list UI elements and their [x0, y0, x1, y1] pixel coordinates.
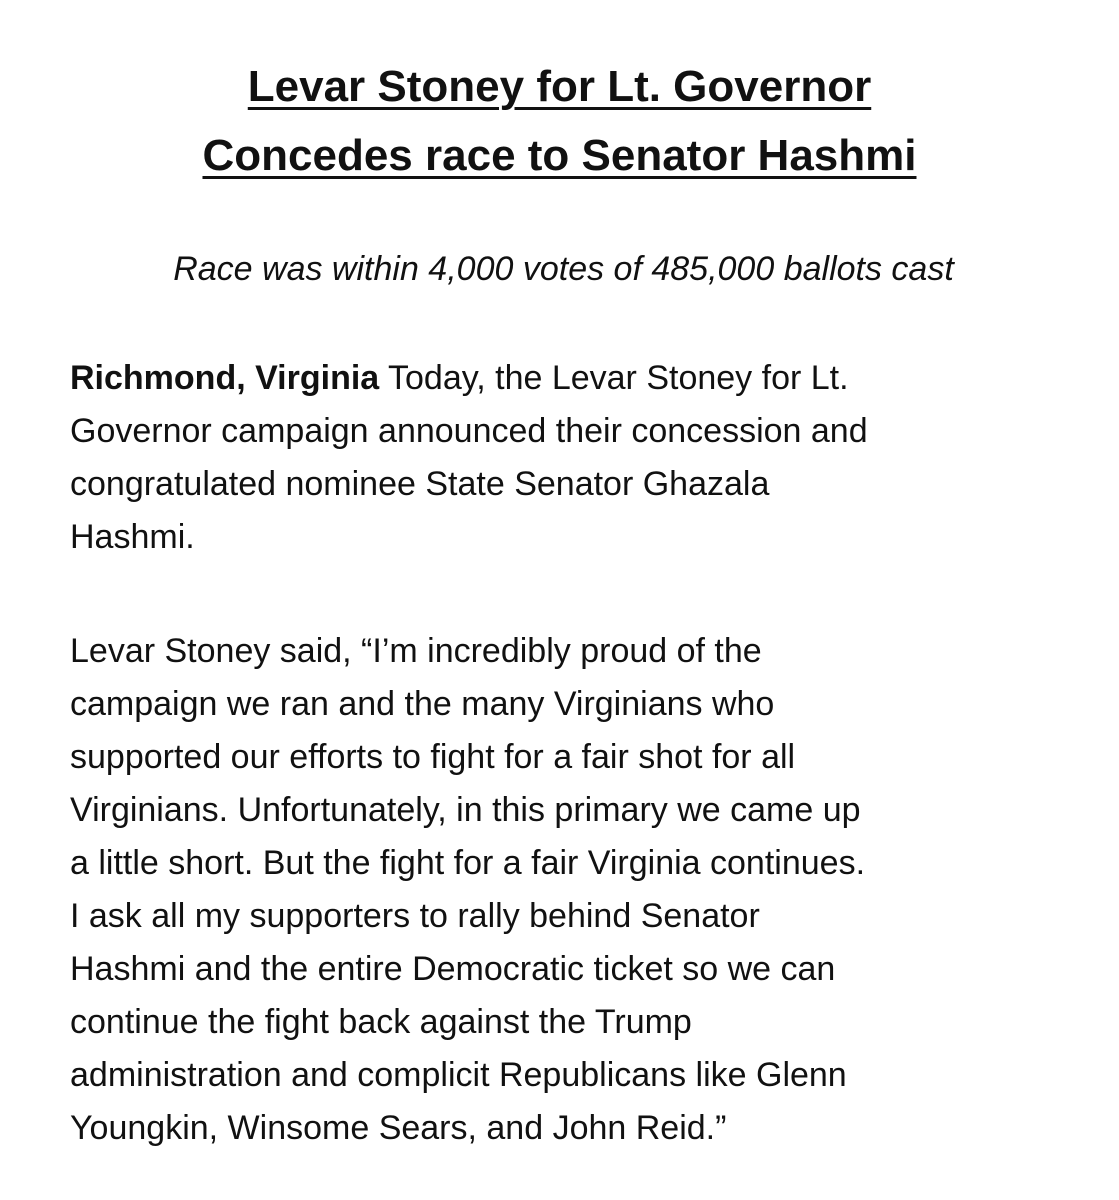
intro-paragraph [70, 352, 1055, 564]
quote-line: Youngkin, Winsome Sears, and John Reid.” [70, 1109, 727, 1147]
subheadline: Race was within 4,000 votes of 485,000 ballots cast [173, 250, 954, 288]
dateline: Richmond, Virginia [70, 359, 380, 397]
quote-line: supported our efforts to fight for a fair shot for all [70, 738, 796, 776]
intro-line-1 [70, 352, 1055, 405]
quote-line: continue the fight back against the Trump [70, 1003, 692, 1041]
intro-line-2: Governor campaign announced their concession and [70, 412, 868, 450]
quote-line: a little short. But the fight for a fair Virginia continues. [70, 844, 866, 882]
quote-line: Hashmi and the entire Democratic ticket so we can [70, 950, 836, 988]
headline-line-1: Levar Stoney for Lt. Governor [247, 62, 872, 111]
intro-line-3: congratulated nominee State Senator Ghazala [70, 465, 770, 503]
quote-line: campaign we ran and the many Virginians who [70, 685, 775, 723]
intro-line-4: Hashmi. [70, 518, 195, 556]
quote-line: Levar Stoney said, “I’m incredibly proud of the [70, 632, 762, 670]
headline-line-2: Concedes race to Senator Hashmi [202, 131, 917, 180]
quote-line: I ask all my supporters to rally behind Senator [70, 897, 760, 935]
intro-line-1-text: Today, the Levar Stoney for Lt. [379, 359, 849, 397]
quote-line: Virginians. Unfortunately, in this primary we came up [70, 791, 861, 829]
quote-paragraph [70, 625, 1055, 1155]
quote-line: administration and complicit Republicans like Glenn [70, 1056, 847, 1094]
